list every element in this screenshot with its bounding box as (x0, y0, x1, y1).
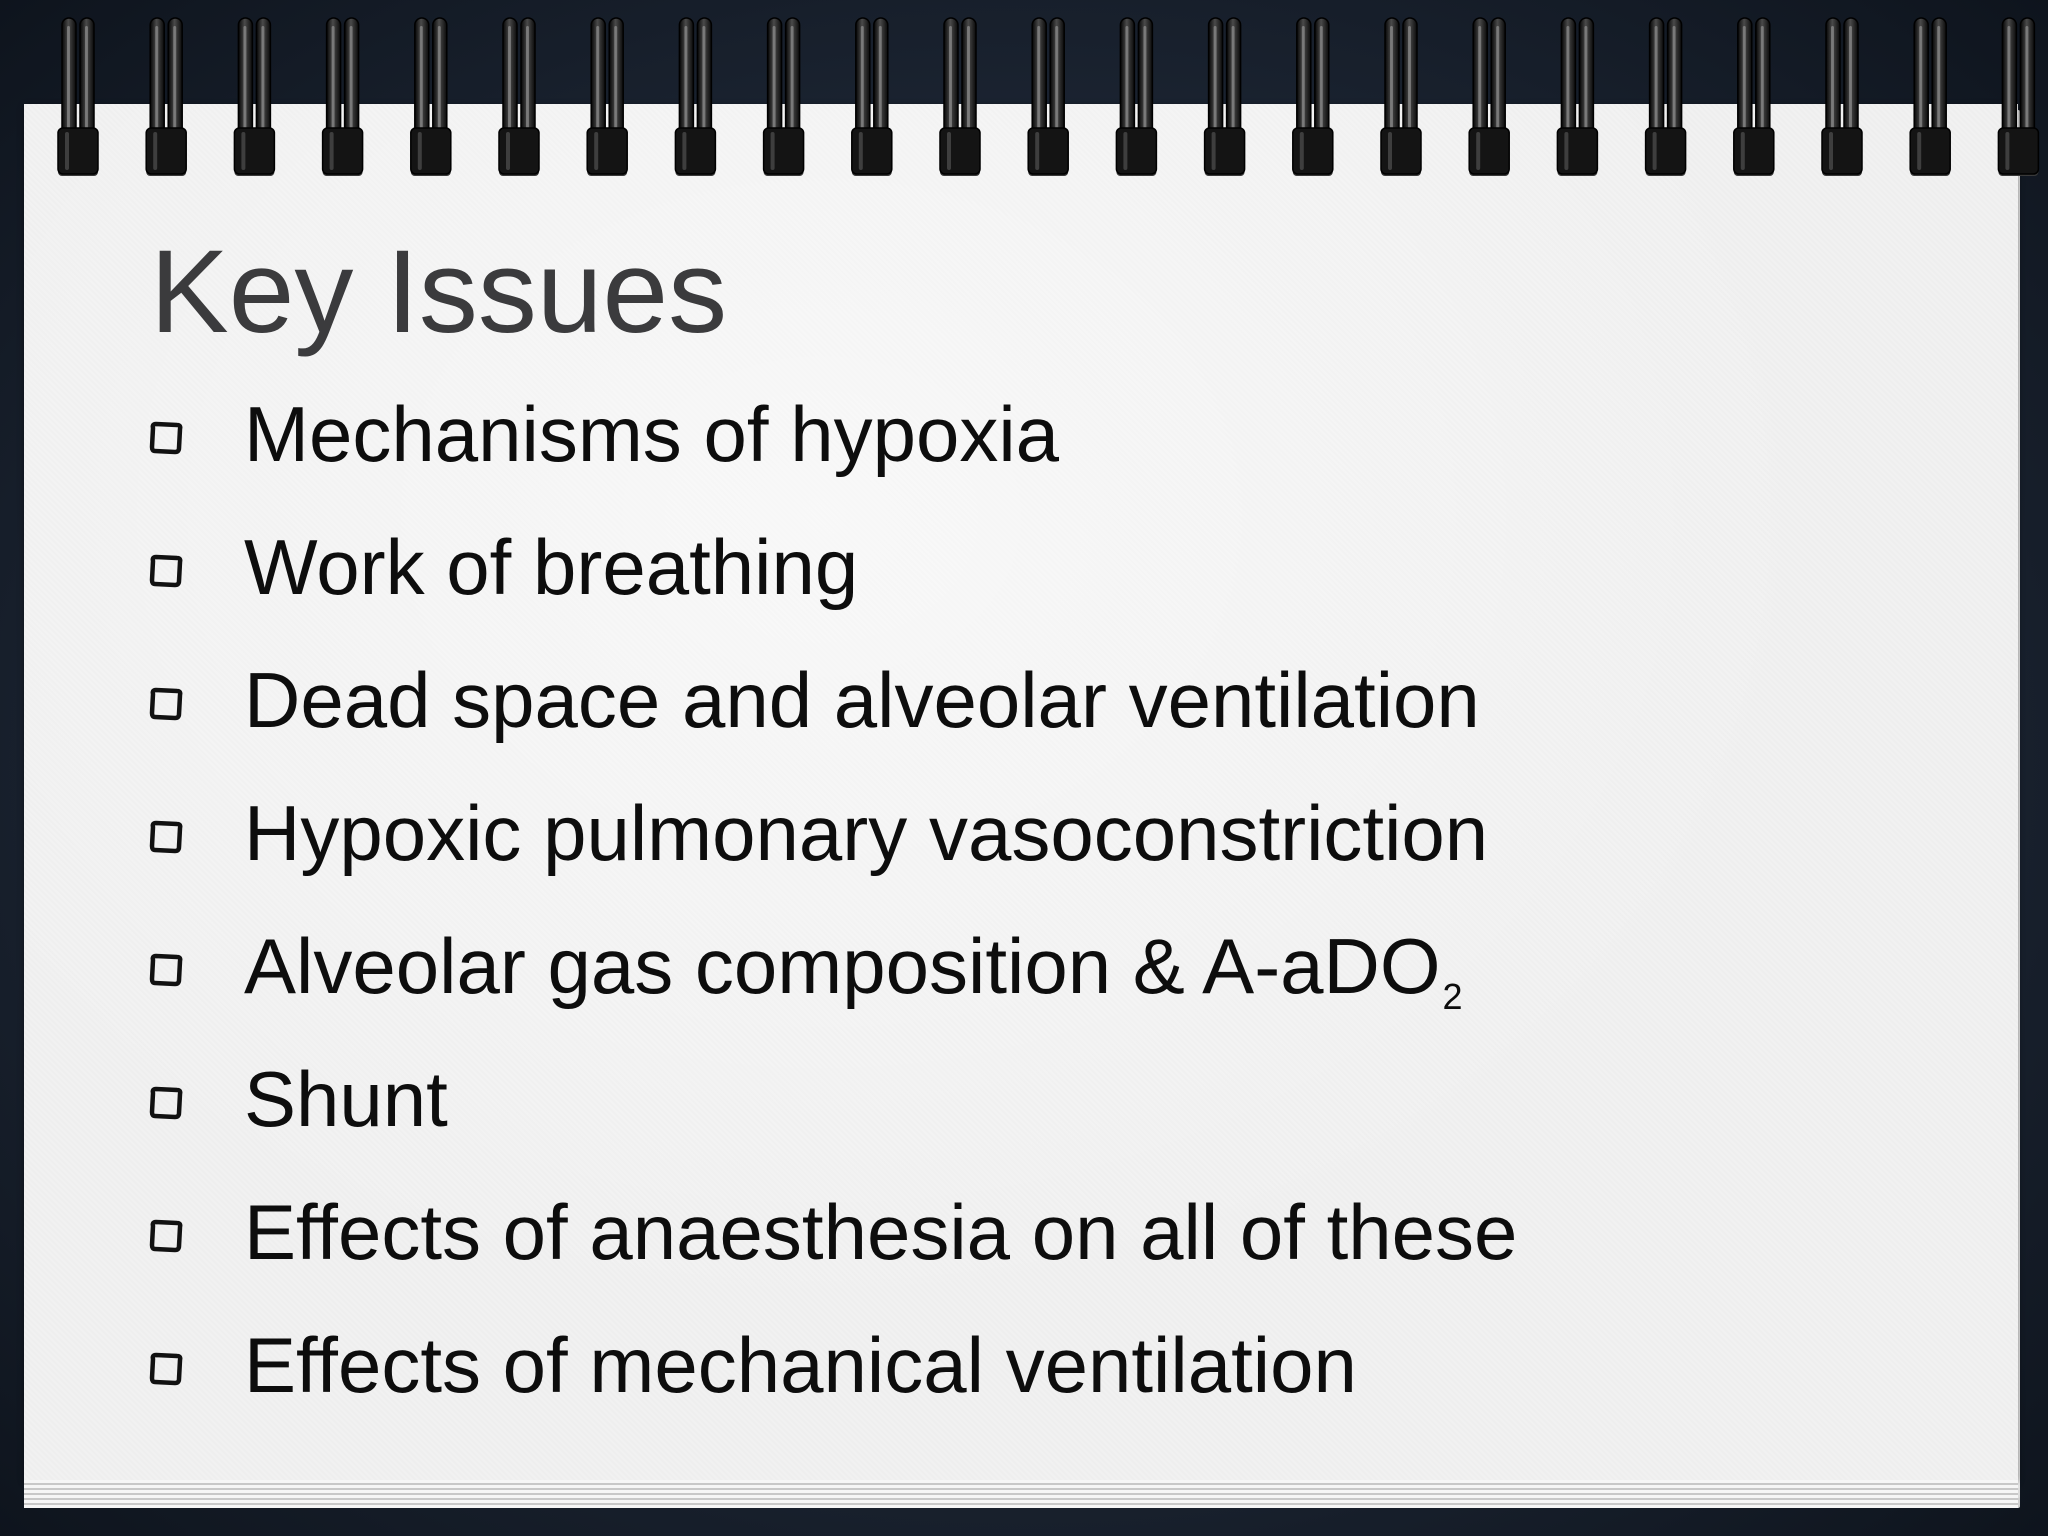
spiral-binding-ring-icon (1646, 18, 1686, 176)
bullet-item (140, 648, 2000, 781)
bullet-item (140, 515, 2000, 648)
spiral-binding-ring-icon (499, 18, 539, 176)
spiral-binding-ring-icon (1205, 18, 1245, 176)
spiral-binding-ring-icon (1116, 18, 1156, 176)
slide-title: Key Issues (150, 226, 728, 358)
spiral-binding-ring-icon (1822, 18, 1862, 176)
bullet-list (140, 382, 2000, 1446)
spiral-binding-ring-icon (1734, 18, 1774, 176)
spiral-binding-ring-icon (1998, 18, 2038, 176)
bullet-text: Alveolar gas composition & A-aDO$_2$ (244, 922, 1463, 1017)
spiral-binding-ring-icon (1293, 18, 1333, 176)
spiral-binding-ring-icon (587, 18, 627, 176)
spiral-binding-ring-icon (764, 18, 804, 176)
bullet-item (140, 1180, 2000, 1313)
spiral-binding (0, 0, 2048, 190)
bullet-text: Hypoxic pulmonary vasoconstriction (244, 789, 1489, 877)
spiral-binding-ring-icon (146, 18, 186, 176)
spiral-binding-ring-icon (1557, 18, 1597, 176)
spiral-binding-ring-icon (940, 18, 980, 176)
square-bullet-icon (146, 1217, 186, 1257)
spiral-binding-ring-icon (1910, 18, 1950, 176)
square-bullet-icon (146, 552, 186, 592)
bullet-text: Dead space and alveolar ventilation (244, 656, 1480, 744)
spiral-binding-ring-icon (323, 18, 363, 176)
square-bullet-icon (146, 1350, 186, 1390)
square-bullet-icon (146, 951, 186, 991)
bullet-item (140, 382, 2000, 515)
bullet-text: Shunt (244, 1055, 448, 1143)
spiral-binding-ring-icon (852, 18, 892, 176)
bullet-item (140, 1047, 2000, 1180)
bullet-text: Work of breathing (244, 523, 859, 611)
binding-rings (58, 18, 2038, 176)
spiral-binding-ring-icon (1469, 18, 1509, 176)
bullet-item (140, 914, 2000, 1047)
bullet-item (140, 781, 2000, 914)
bullet-text: Effects of anaesthesia on all of these (244, 1188, 1518, 1276)
spiral-binding-ring-icon (58, 18, 98, 176)
notepad-page-edges (24, 1480, 2018, 1508)
bullet-text: Effects of mechanical ventilation (244, 1321, 1357, 1409)
bullet-text: Mechanisms of hypoxia (244, 390, 1060, 478)
spiral-binding-ring-icon (234, 18, 274, 176)
spiral-binding-ring-icon (675, 18, 715, 176)
spiral-binding-ring-icon (1028, 18, 1068, 176)
spiral-binding-ring-icon (411, 18, 451, 176)
square-bullet-icon (146, 419, 186, 459)
spiral-binding-ring-icon (1381, 18, 1421, 176)
square-bullet-icon (146, 685, 186, 725)
square-bullet-icon (146, 1084, 186, 1124)
bullet-item (140, 1313, 2000, 1446)
square-bullet-icon (146, 818, 186, 858)
